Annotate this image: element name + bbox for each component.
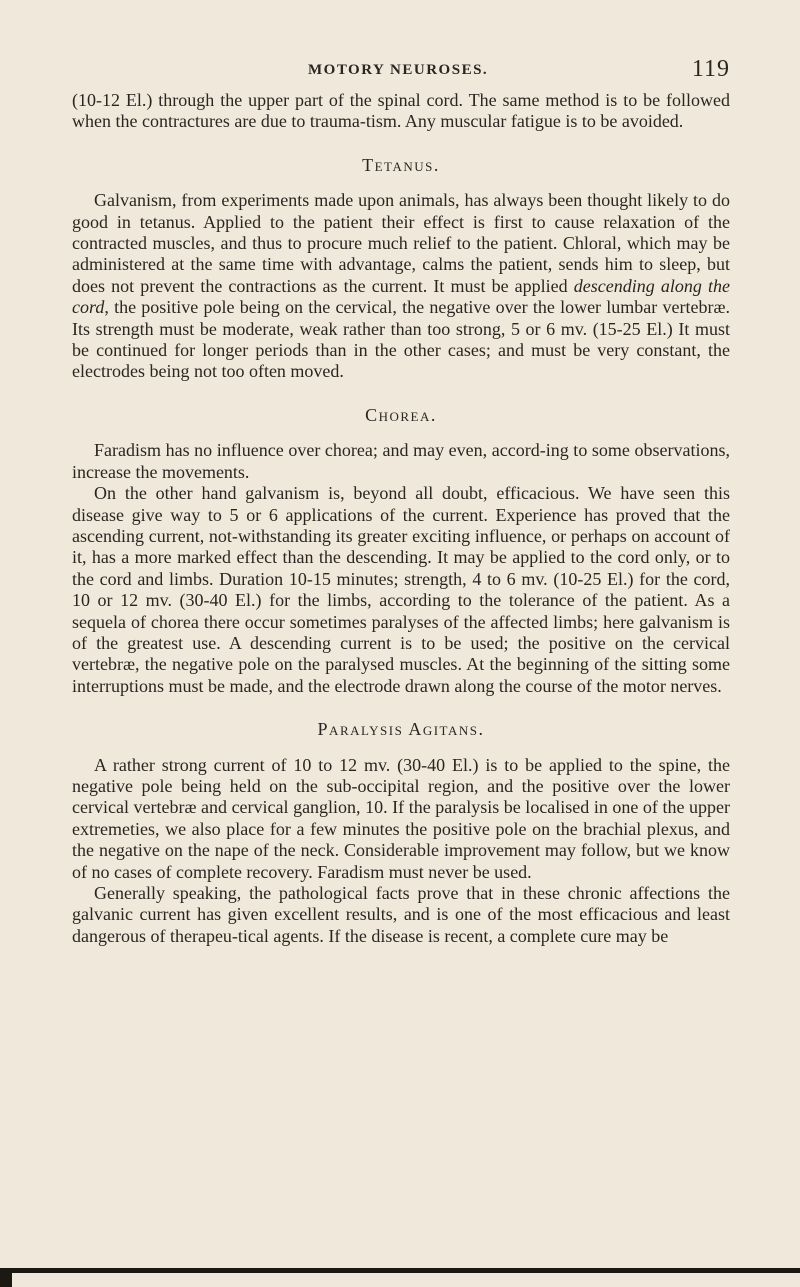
book-page (72, 0, 730, 1287)
tetanus-text-part-1: Galvanism, from experiments made upon animals, has always been thought likely to do good in tetanus. Applied to the patient their effect is first to cause relaxation of the contracted muscles, and thus to procure much relief to the patient. Chloral, which may be administered at the same time with advantage, calms the patient, sends him to sleep, but does not prevent the contractions as the current. It must be applied (72, 190, 730, 296)
section-heading-paralysis-agitans: Paralysis Agitans. (317, 719, 485, 740)
section-heading-tetanus: Tetanus. (362, 154, 440, 175)
tetanus-paragraph (72, 190, 730, 383)
page-corner-mark (0, 1273, 12, 1287)
section-heading-chorea: Chorea. (365, 404, 437, 425)
chorea-paragraph-1: Faradism has no influence over chorea; and may even, accord-ing to some observations, increase the movements. (72, 440, 730, 482)
running-head (72, 56, 730, 86)
page-number: 119 (691, 56, 730, 82)
continued-paragraph: (10-12 El.) through the upper part of the spinal cord. The same method is to be followed when the contractures are due to trauma-tism. Any muscular fatigue is to be avoided. (72, 90, 730, 132)
running-title: MOTORY NEUROSES. (308, 62, 489, 78)
chorea-paragraph-2: On the other hand galvanism is, beyond all doubt, efficacious. We have seen this disease give way to 5 or 6 applications of the current. Experience has proved that the ascending current, not-withstanding its greater exciting influence, or perhaps on account of it, has a more marked effect than the descending. It may be applied to the cord only, or to the cord and limbs. Duration 10-15 minutes; strength, 4 to 6 mv. (10-25 El.) for the cord, 10 or 12 mv. (30-40 El.) for the limbs, according to the tolerance of the patient. As a sequela of chorea there occur sometimes paralyses of the affected limbs; here galvanism is of the greatest use. A descending current is to be used; the positive on the cervical vertebræ, the negative pole on the paralysed muscles. At the beginning of the sitting some interruptions must be made, and the electrode drawn along the course of the motor nerves. (72, 483, 730, 696)
page-bottom-rule (0, 1268, 800, 1273)
body-text (72, 90, 730, 947)
paralysis-agitans-paragraph-1: A rather strong current of 10 to 12 mv. (30-40 El.) is to be applied to the spine, the negative pole being held on the sub-occipital region, and the positive over the lower cervical vertebræ and cervical ganglion, 10. If the paralysis be localised in one of the upper extremeties, we also place for a few minutes the positive pole on the brachial plexus, and the negative on the nape of the neck. Considerable improvement may follow, but we know of no cases of complete recovery. Faradism must never be used. (72, 754, 730, 882)
paralysis-agitans-paragraph-2: Generally speaking, the pathological facts prove that in these chronic affections the galvanic current has given excellent results, and is one of the most efficacious and least dangerous of therapeu-tical agents. If the disease is recent, a complete cure may be (72, 883, 730, 946)
tetanus-emphasis: descending along the cord (72, 275, 731, 318)
tetanus-text-part-2: , the positive pole being on the cervical, the negative over the lower lumbar vertebræ. Its strength must be moderate, weak rather than too strong, 5 or 6 mv. (15-25 El.) It must be continued for longer periods than in the other cases; and must be very constant, the electrodes being not too often moved. (72, 297, 730, 382)
